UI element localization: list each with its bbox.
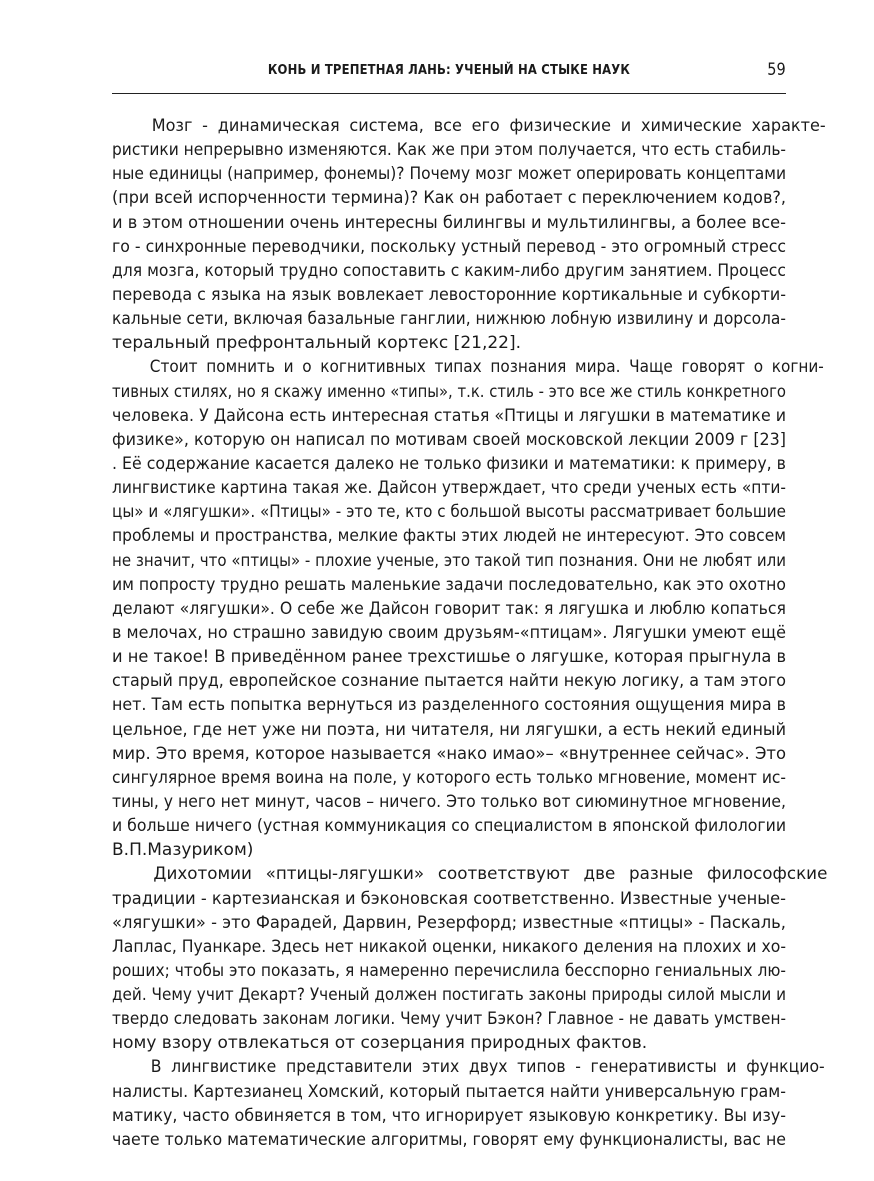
text-line: В.П.Мазуриком) bbox=[112, 840, 254, 861]
text-line: нет. Там есть попытка вернуться из разделенного состояния ощущения мира в bbox=[112, 695, 786, 716]
text-line: матику, часто обвиняется в том, что игнорирует языковую конкретику. Вы изу- bbox=[112, 1105, 787, 1126]
text-line: старый пруд, европейское сознание пытается найти некую логику, а там этого bbox=[112, 671, 786, 692]
text-line: го - синхронные переводчики, поскольку устный перевод - это огромный стресс bbox=[112, 236, 787, 257]
text-line: для мозга, который трудно сопоставить с каким-либо другим занятием. Процесс bbox=[112, 260, 786, 281]
text-line: (при всей испорченности термина)? Как он работает с переключением кодов?, bbox=[112, 188, 786, 209]
header-rule bbox=[112, 93, 786, 94]
text-line: и не такое! В приведённом ранее трехстишье о лягушке, которая прыгнула в bbox=[112, 647, 787, 668]
paragraph bbox=[112, 1055, 825, 1152]
text-line: ные единицы (например, фонемы)? Почему мозг может оперировать концептами bbox=[112, 164, 787, 185]
text-line: мир. Это время, которое называется «нако имао»– «внутреннее сейчас». Это bbox=[112, 743, 787, 764]
running-head bbox=[112, 60, 786, 82]
paragraph bbox=[112, 355, 824, 862]
text-line: лингвистике картина такая же. Дайсон утверждает, что среди ученых есть «пти- bbox=[112, 478, 786, 499]
text-line: В лингвистике представители этих двух типов - генеративисты и функцио- bbox=[150, 1057, 825, 1078]
text-line: им попросту трудно решать маленькие задачи последовательно, как это охотно bbox=[112, 574, 786, 595]
text-line: теральный префронтальный кортекс [21,22]. bbox=[112, 333, 522, 354]
text-line: Мозг - динамическая система, все его физические и химические характе- bbox=[151, 116, 826, 136]
text-line: проблемы и пространства, мелкие факты этих людей не интересуют. Это совсем bbox=[112, 526, 787, 547]
text-line: «лягушки» - это Фарадей, Дарвин, Резерфорд; известные «птицы» - Паскаль, bbox=[112, 912, 786, 933]
text-line: человека. У Дайсона есть интересная статья «Птицы и лягушки в математике и bbox=[112, 405, 786, 426]
text-line: . Её содержание касается далеко не только физики и математики: к примеру, в bbox=[112, 453, 786, 474]
text-line: кальные сети, включая базальные ганглии, нижнюю лобную извилину и дорсола- bbox=[112, 309, 786, 330]
text-line: цельное, где нет уже ни поэта, ни читателя, ни лягушки, а есть некий единый bbox=[112, 719, 786, 740]
text-line: ному взору отвлекаться от созерцания природных фактов. bbox=[112, 1033, 648, 1054]
text-line: физике», которую он написал по мотивам своей московской лекции 2009 г [23] bbox=[112, 429, 786, 450]
text-line: Дихотомии «птицы-лягушки» соответствуют две разные философские bbox=[153, 864, 828, 885]
text-line: роших; чтобы это показать, я намеренно перечислила бесспорно гениальных лю- bbox=[112, 960, 786, 981]
text-line: перевода с языка на язык вовлекает левосторонние кортикальные и субкорти- bbox=[112, 284, 787, 305]
text-line: делают «лягушки». О себе же Дайсон говорит так: я лягушка и люблю копаться bbox=[112, 598, 786, 619]
text-line: тивных стилях, но я скажу именно «типы», т.к. стиль - это все же стиль конкретного bbox=[112, 381, 786, 402]
text-line: традиции - картезианская и бэконовская соответственно. Известные ученые- bbox=[112, 888, 787, 909]
text-line: ристики непрерывно изменяются. Как же при этом получается, что есть стабиль- bbox=[112, 140, 787, 161]
text-line: Лаплас, Пуанкаре. Здесь нет никакой оценки, никакого деления на плохих и хо- bbox=[112, 936, 786, 957]
body-text bbox=[112, 114, 828, 1152]
text-line: Стоит помнить и о когнитивных типах познания мира. Чаще говорят о когни- bbox=[149, 357, 824, 378]
text-line: и в этом отношении очень интересны билингвы и мультилингвы, а более все- bbox=[112, 212, 786, 233]
text-line: сингулярное время воина на поле, у которого есть только мгновение, момент ис- bbox=[112, 767, 787, 788]
text-line: в мелочах, но страшно завидую своим друзьям-«птицам». Лягушки умеют ещё bbox=[112, 622, 786, 643]
text-line: цы» и «лягушки». «Птицы» - это те, кто с большой высоты рассматривает большие bbox=[112, 502, 786, 523]
paragraph bbox=[112, 114, 826, 355]
text-line: не значит, что «птицы» - плохие ученые, это такой тип познания. Они не любят или bbox=[112, 550, 786, 571]
page-number: 59 bbox=[767, 60, 786, 80]
text-line: твердо следовать законам логики. Чему учит Бэкон? Главное - не давать умствен- bbox=[112, 1009, 786, 1030]
text-line: чаете только математические алгоритмы, говорят ему функционалисты, вас не bbox=[112, 1129, 787, 1150]
paragraph bbox=[112, 862, 828, 1055]
text-line: дей. Чему учит Декарт? Ученый должен постигать законы природы силой мысли и bbox=[112, 985, 787, 1006]
running-title: КОНЬ И ТРЕПЕТНАЯ ЛАНЬ: УЧЕНЫЙ НА СТЫКЕ НАУК bbox=[267, 62, 631, 78]
text-line: тины, у него нет минут, часов – ничего. Это только вот сиюминутное мгновение, bbox=[112, 791, 786, 812]
text-line: и больше ничего (устная коммуникация со специалистом в японской филологии bbox=[112, 816, 787, 837]
text-line: налисты. Картезианец Хомский, который пытается найти универсальную грам- bbox=[112, 1081, 786, 1102]
